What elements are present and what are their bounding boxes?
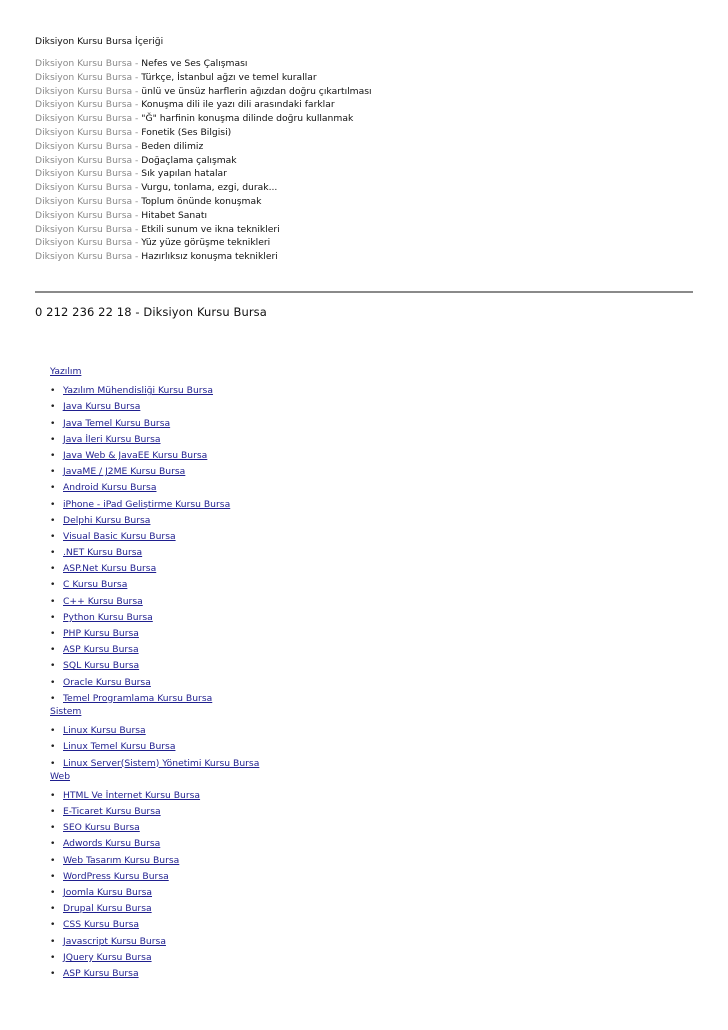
- content-title: Diksiyon Kursu Bursa İçeriği: [35, 36, 164, 47]
- bullet-icon: •: [50, 676, 56, 688]
- bullet-icon: •: [50, 838, 56, 850]
- content-item-text: Vurgu, tonlama, ezgi, durak...: [141, 182, 278, 194]
- content-item-text: ünlü ve ünsüz harflerin ağızdan doğru çıkartılması: [141, 85, 372, 97]
- menu-list-item: [50, 477, 259, 493]
- menu-category-link[interactable]: Sistem: [50, 705, 82, 717]
- menu-list-item: [50, 753, 259, 769]
- menu-list-item: [50, 866, 259, 882]
- bullet-icon: •: [50, 741, 56, 753]
- content-list: [35, 57, 372, 264]
- menu-category-link[interactable]: Web: [50, 770, 71, 782]
- bullet-icon: •: [50, 628, 56, 639]
- course-link[interactable]: SEO Kursu Bursa: [63, 822, 140, 834]
- bullet-icon: •: [50, 385, 56, 397]
- content-item-text: Yüz yüze görüşme teknikleri: [141, 237, 271, 249]
- content-item-prefix: Diksiyon Kursu Bursa -: [35, 140, 142, 152]
- bullet-icon: •: [50, 887, 56, 898]
- content-item-prefix: Diksiyon Kursu Bursa -: [35, 182, 142, 194]
- menu-list-item: [50, 898, 259, 914]
- course-link[interactable]: Delphi Kursu Bursa: [63, 514, 151, 526]
- content-list-item: [35, 71, 372, 85]
- content-list-item: [35, 85, 372, 99]
- course-link[interactable]: Linux Kursu Bursa: [63, 725, 146, 737]
- menu-list-item: [50, 591, 259, 607]
- content-item-prefix: Diksiyon Kursu Bursa -: [35, 237, 142, 249]
- course-link[interactable]: Java Kursu Bursa: [63, 401, 141, 413]
- course-link[interactable]: Linux Temel Kursu Bursa: [63, 741, 176, 753]
- course-link[interactable]: ASP Kursu Bursa: [63, 967, 139, 979]
- menu-list-item: [50, 413, 259, 429]
- menu-list-item: [50, 931, 259, 947]
- course-link[interactable]: Javascript Kursu Bursa: [63, 935, 166, 947]
- menu-list-item: [50, 494, 259, 510]
- menu-list-item: [50, 445, 259, 461]
- course-link[interactable]: Joomla Kursu Bursa: [63, 887, 153, 898]
- course-link[interactable]: Java İleri Kursu Bursa: [63, 433, 161, 445]
- content-item-text: Nefes ve Ses Çalışması: [141, 58, 248, 69]
- content-list-item: [35, 126, 372, 140]
- menu-list-item: [50, 801, 259, 817]
- bullet-icon: •: [50, 417, 56, 429]
- course-link[interactable]: Adwords Kursu Bursa: [63, 838, 161, 850]
- course-link[interactable]: C Kursu Bursa: [63, 579, 128, 591]
- menu-list-item: [50, 947, 259, 963]
- menu-list-item: [50, 623, 259, 639]
- bullet-icon: •: [50, 498, 56, 510]
- content-list-item: [35, 181, 372, 195]
- bullet-icon: •: [50, 401, 56, 413]
- content-item-text: Konuşma dili ile yazı dili arasındaki farklar: [141, 99, 335, 111]
- course-link[interactable]: Temel Programlama Kursu Bursa: [63, 692, 213, 704]
- bullet-icon: •: [50, 547, 56, 559]
- bullet-icon: •: [50, 951, 56, 963]
- content-list-item: [35, 140, 372, 154]
- course-link[interactable]: JQuery Kursu Bursa: [63, 951, 152, 963]
- content-item-text: Toplum önünde konuşmak: [141, 195, 262, 207]
- bullet-icon: •: [50, 466, 56, 478]
- menu-list-item: [50, 720, 259, 736]
- menu-list-item: [50, 817, 259, 833]
- course-link[interactable]: Web Tasarım Kursu Bursa: [63, 854, 180, 866]
- content-item-text: Hazırlıksız konuşma teknikleri: [141, 251, 278, 263]
- course-link[interactable]: PHP Kursu Bursa: [63, 628, 139, 639]
- course-link[interactable]: C++ Kursu Bursa: [63, 595, 143, 607]
- content-item-text: Fonetik (Ses Bilgisi): [141, 126, 232, 138]
- bullet-icon: •: [50, 514, 56, 526]
- bullet-icon: •: [50, 919, 56, 931]
- menu-list-item: [50, 639, 259, 655]
- content-item-prefix: Diksiyon Kursu Bursa -: [35, 209, 142, 221]
- content-list-item: [35, 154, 372, 168]
- menu-list-item: [50, 461, 259, 477]
- course-link[interactable]: Android Kursu Bursa: [63, 482, 157, 494]
- content-item-prefix: Diksiyon Kursu Bursa -: [35, 251, 142, 263]
- course-link[interactable]: SQL Kursu Bursa: [63, 660, 140, 672]
- bullet-icon: •: [50, 433, 56, 445]
- course-link[interactable]: JavaME / J2ME Kursu Bursa: [63, 466, 186, 478]
- content-item-text: Hitabet Sanatı: [141, 209, 208, 221]
- bullet-icon: •: [50, 611, 56, 623]
- bullet-icon: •: [50, 595, 56, 607]
- course-link[interactable]: ASP Kursu Bursa: [63, 644, 139, 656]
- content-list-item: [35, 57, 372, 71]
- course-link[interactable]: Drupal Kursu Bursa: [63, 903, 152, 915]
- menu-list-item: [50, 785, 259, 801]
- menu-list-item: [50, 526, 259, 542]
- menu-list-item: [50, 850, 259, 866]
- bullet-icon: •: [50, 806, 56, 818]
- menu-list-item: [50, 380, 259, 396]
- course-link[interactable]: HTML Ve İnternet Kursu Bursa: [63, 789, 201, 801]
- content-list-item: [35, 250, 372, 264]
- content-list-item: [35, 209, 372, 223]
- bullet-icon: •: [50, 903, 56, 915]
- menu-list-item: [50, 655, 259, 671]
- content-item-text: Etkili sunum ve ikna teknikleri: [141, 223, 280, 235]
- menu-list-item: [50, 558, 259, 574]
- content-item-text: Beden dilimiz: [141, 140, 204, 152]
- course-link[interactable]: Java Web & JavaEE Kursu Bursa: [63, 449, 208, 461]
- bullet-icon: •: [50, 660, 56, 672]
- content-item-prefix: Diksiyon Kursu Bursa -: [35, 154, 142, 166]
- content-item-prefix: Diksiyon Kursu Bursa -: [35, 113, 142, 125]
- content-item-prefix: Diksiyon Kursu Bursa -: [35, 71, 142, 83]
- course-link[interactable]: Oracle Kursu Bursa: [63, 676, 151, 688]
- bullet-icon: •: [50, 644, 56, 656]
- menu-list-item: [50, 882, 259, 898]
- menu-list-item: [50, 688, 259, 704]
- bullet-icon: •: [50, 822, 56, 834]
- bullet-icon: •: [50, 692, 56, 704]
- course-link[interactable]: Java Temel Kursu Bursa: [63, 417, 171, 429]
- content-list-item: [35, 223, 372, 237]
- content-item-prefix: Diksiyon Kursu Bursa -: [35, 99, 142, 111]
- course-menu: [50, 364, 259, 979]
- content-list-item: [35, 167, 372, 181]
- bullet-icon: •: [50, 725, 56, 737]
- menu-list-item: [50, 914, 259, 930]
- menu-category-link[interactable]: Yazılım: [50, 366, 82, 377]
- divider: [35, 291, 693, 293]
- menu-list-item: [50, 736, 259, 752]
- course-link[interactable]: Python Kursu Bursa: [63, 611, 153, 623]
- content-item-text: Doğaçlama çalışmak: [141, 154, 237, 166]
- content-item-prefix: Diksiyon Kursu Bursa -: [35, 126, 142, 138]
- bullet-icon: •: [50, 935, 56, 947]
- menu-list-item: [50, 833, 259, 849]
- content-list-item: [35, 98, 372, 112]
- content-item-prefix: Diksiyon Kursu Bursa -: [35, 168, 142, 180]
- course-link[interactable]: Linux Server(Sistem) Yönetimi Kursu Bursa: [63, 757, 260, 769]
- bullet-icon: •: [50, 579, 56, 591]
- bullet-icon: •: [50, 870, 56, 882]
- bullet-icon: •: [50, 757, 56, 769]
- content-item-prefix: Diksiyon Kursu Bursa -: [35, 195, 142, 207]
- menu-list-item: [50, 672, 259, 688]
- menu-list-item: [50, 607, 259, 623]
- bullet-icon: •: [50, 530, 56, 542]
- course-link[interactable]: .NET Kursu Bursa: [63, 547, 143, 559]
- content-item-prefix: Diksiyon Kursu Bursa -: [35, 58, 142, 69]
- content-item-text: "Ğ" harfinin konuşma dilinde doğru kullanmak: [141, 113, 354, 125]
- content-list-item: [35, 195, 372, 209]
- bullet-icon: •: [50, 789, 56, 801]
- course-link[interactable]: ASP.Net Kursu Bursa: [63, 563, 157, 575]
- menu-list-item: [50, 396, 259, 412]
- bullet-icon: •: [50, 854, 56, 866]
- course-link[interactable]: E-Ticaret Kursu Bursa: [63, 806, 161, 818]
- content-list-item: [35, 236, 372, 250]
- content-item-text: Sık yapılan hatalar: [141, 168, 227, 180]
- content-list-item: [35, 112, 372, 126]
- course-link[interactable]: CSS Kursu Bursa: [63, 919, 140, 931]
- menu-list-item: [50, 429, 259, 445]
- content-item-text: Türkçe, İstanbul ağzı ve temel kurallar: [141, 71, 317, 83]
- bullet-icon: •: [50, 449, 56, 461]
- contact-line: 0 212 236 22 18 - Diksiyon Kursu Bursa: [35, 305, 267, 319]
- course-link[interactable]: Visual Basic Kursu Bursa: [63, 530, 176, 542]
- menu-list-item: [50, 510, 259, 526]
- course-link[interactable]: WordPress Kursu Bursa: [63, 870, 169, 882]
- menu-list-item: [50, 542, 259, 558]
- menu-list-item: [50, 963, 259, 979]
- content-item-prefix: Diksiyon Kursu Bursa -: [35, 223, 142, 235]
- content-item-prefix: Diksiyon Kursu Bursa -: [35, 85, 142, 97]
- bullet-icon: •: [50, 563, 56, 575]
- menu-list-item: [50, 574, 259, 590]
- course-link[interactable]: iPhone - iPad Geliştirme Kursu Bursa: [63, 498, 231, 510]
- bullet-icon: •: [50, 967, 56, 979]
- course-link[interactable]: Yazılım Mühendisliği Kursu Bursa: [63, 385, 213, 397]
- bullet-icon: •: [50, 482, 56, 494]
